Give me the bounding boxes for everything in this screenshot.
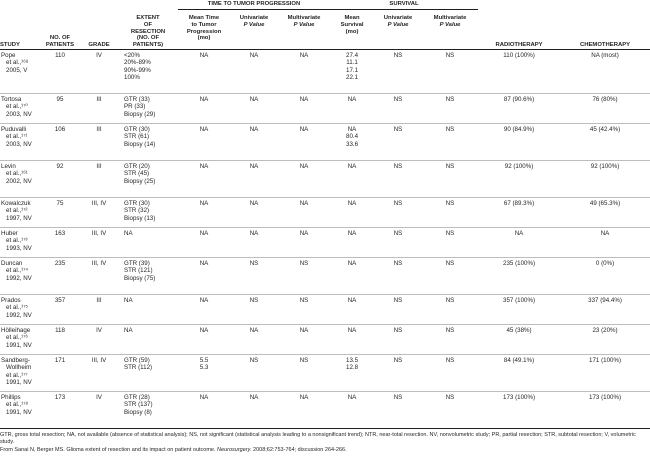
survival-multivariate-cell: NS [445, 163, 455, 170]
ttp-multivariate-cell: NS [299, 357, 309, 364]
extent-cell: NA [124, 327, 133, 334]
header-num-patients: NO. OF PATIENTS [45, 35, 75, 49]
patients-cell: 95 [56, 96, 64, 103]
ttp-multivariate-cell: NS [299, 297, 309, 304]
ttp-mean-cell: NA [199, 200, 209, 207]
grade-cell: IV [96, 394, 102, 401]
patients-cell: 75 [56, 200, 64, 207]
extent-cell: GTR (59) STR (112) [124, 357, 153, 372]
extent-cell: GTR (33) PR (33) Biopsy (29) [124, 96, 156, 118]
table-row [0, 124, 650, 161]
extent-cell: NA [124, 230, 133, 237]
header-radiotherapy: RADIOTHERAPY [495, 42, 543, 49]
grade-cell: IV [96, 327, 102, 334]
grade-cell: III, IV [91, 260, 107, 267]
survival-univariate-cell: NS [393, 52, 403, 59]
ttp-mean-cell: NA [199, 126, 209, 133]
survival-univariate-cell: NS [393, 163, 403, 170]
table-row [0, 94, 650, 124]
chemotherapy-cell: 173 (100%) [589, 394, 622, 401]
ttp-mean-cell: NA [199, 52, 209, 59]
survival-univariate-cell: NS [393, 357, 403, 364]
survival-univariate-cell: NS [393, 327, 403, 334]
abbreviations-note: GTR, gross total resection; NA, not available (absence of statistical analysis); NS, not significant (statistical analysis leading to a nonsignificant trend); NTR, near-total resection. NV, nonvolumetric study; PR, partial resection; STR, subtotal resection; V, volumetric study. [0, 432, 636, 446]
chemotherapy-cell: 0 (0%) [595, 260, 615, 267]
grade-cell: III [96, 96, 102, 103]
patients-cell: 118 [55, 327, 65, 334]
survival-multivariate-cell: NS [445, 357, 455, 364]
extent-cell: GTR (30) STR (32) Biopsy (13) [124, 200, 156, 222]
grade-cell: III, IV [91, 357, 107, 364]
grade-cell: IV [96, 52, 102, 59]
patients-cell: 106 [54, 126, 66, 133]
survival-multivariate-cell: NS [445, 260, 455, 267]
ttp-multivariate-cell: NA [299, 327, 309, 334]
patients-cell: 357 [54, 297, 66, 304]
table-row [0, 325, 650, 355]
ttp-univariate-cell: NA [249, 394, 259, 401]
grade-cell: III [96, 126, 102, 133]
table-row [0, 228, 650, 258]
chemotherapy-cell: NA (most) [591, 52, 619, 59]
ttp-multivariate-cell: NA [299, 394, 309, 401]
ttp-univariate-cell: NA [249, 96, 259, 103]
header-ttp-mean: Mean Time to Tumor Progression (mo) [186, 15, 222, 42]
ttp-univariate-cell: NA [249, 200, 259, 207]
footnotes [0, 432, 648, 454]
ttp-univariate-cell: NA [249, 163, 259, 170]
ttp-univariate-cell: NS [249, 297, 259, 304]
survival-mean-cell: NA [347, 327, 357, 334]
table-body [0, 50, 650, 429]
ttp-mean-cell: NA [199, 230, 209, 237]
study-cell: Hölleihage et al.,¹⁷⁶ 1991, NV [1, 327, 32, 349]
header-grade: GRADE [88, 42, 110, 49]
header-time-to-progression: TIME TO TUMOR PROGRESSION [178, 0, 330, 13]
table-row [0, 392, 650, 429]
radiotherapy-cell: NA [514, 230, 524, 237]
extent-cell: GTR (30) STR (61) Biopsy (14) [124, 126, 156, 148]
radiotherapy-cell: 92 (100%) [504, 163, 534, 170]
header-ttp-univariate: Univariate P Value [239, 15, 269, 28]
study-cell: Pope et al.,¹⁶⁸ 2005, V [1, 52, 29, 74]
radiotherapy-cell: 45 (38%) [506, 327, 532, 334]
survival-univariate-cell: NS [393, 394, 403, 401]
survival-multivariate-cell: NS [445, 327, 455, 334]
study-cell: Duncan et al.,¹⁷⁴ 1992, NV [1, 260, 32, 282]
survival-mean-cell: NA 80.4 33.6 [346, 126, 359, 148]
ttp-univariate-cell: NA [249, 327, 259, 334]
grade-cell: III, IV [91, 200, 107, 207]
study-cell: Sandberg- Wollheim et al.,¹⁷⁷ 1991, NV [1, 357, 32, 386]
patients-cell: 110 [55, 52, 65, 59]
chemotherapy-cell: NA [600, 230, 610, 237]
extent-cell: GTR (28) STR (137) Biopsy (8) [124, 394, 153, 416]
header-ttp-multivariate: Multivariate P Value [287, 15, 321, 28]
header-survival-mean: Mean Survival (mo) [340, 15, 364, 35]
survival-multivariate-cell: NS [445, 96, 455, 103]
patients-cell: 92 [56, 163, 64, 170]
table-row [0, 295, 650, 325]
header-survival: SURVIVAL [330, 0, 478, 13]
ttp-mean-cell: NA [199, 394, 209, 401]
grade-cell: III, IV [91, 230, 107, 237]
survival-mean-cell: NA [347, 230, 357, 237]
ttp-multivariate-cell: NA [299, 200, 309, 207]
survival-univariate-cell: NS [393, 126, 403, 133]
ttp-univariate-cell: NA [249, 230, 259, 237]
grade-cell: III [96, 163, 102, 170]
study-cell: Huber et al.,¹⁷³ 1993, NV [1, 230, 32, 252]
survival-univariate-cell: NS [393, 230, 403, 237]
table-row [0, 50, 650, 94]
study-cell: Puduvalli et al.,¹⁷¹ 2003, NV [1, 126, 32, 148]
ttp-univariate-cell: NS [249, 357, 259, 364]
ttp-multivariate-cell: NA [299, 126, 309, 133]
survival-multivariate-cell: NS [445, 230, 455, 237]
chemotherapy-cell: 92 (100%) [590, 163, 620, 170]
survival-multivariate-cell: NS [445, 394, 455, 401]
table-row [0, 161, 650, 198]
extent-cell: GTR (39) STR (121) Biopsy (75) [124, 260, 156, 282]
patients-cell: 235 [54, 260, 66, 267]
ttp-multivariate-cell: NA [299, 96, 309, 103]
survival-multivariate-cell: NS [445, 126, 455, 133]
ttp-mean-cell: NA [199, 163, 209, 170]
survival-univariate-cell: NS [393, 96, 403, 103]
ttp-mean-cell: NA [199, 297, 209, 304]
radiotherapy-cell: 67 (89.3%) [503, 200, 535, 207]
radiotherapy-cell: 84 (49.1%) [503, 357, 535, 364]
survival-mean-cell: NA [347, 260, 357, 267]
extent-cell: NA [124, 297, 133, 304]
survival-univariate-cell: NS [393, 260, 403, 267]
survival-mean-cell: 27.4 11.1 17.1 22.1 [346, 52, 359, 81]
ttp-mean-cell: 5.5 5.3 [199, 357, 209, 372]
chemotherapy-cell: 45 (42.4%) [589, 126, 621, 133]
ttp-univariate-cell: NA [249, 52, 259, 59]
ttp-multivariate-cell: NS [299, 260, 309, 267]
chemotherapy-cell: 49 (65.3%) [589, 200, 621, 207]
study-cell: Phillips et al.,¹⁷⁸ 1991, NV [1, 394, 32, 416]
survival-mean-cell: 13.5 12.8 [346, 357, 359, 372]
survival-multivariate-cell: NS [445, 200, 455, 207]
chemotherapy-cell: 23 (20%) [592, 327, 618, 334]
header-survival-multivariate: Multivariate P Value [433, 15, 467, 28]
table-row [0, 198, 650, 228]
patients-cell: 173 [54, 394, 66, 401]
survival-mean-cell: NA [347, 163, 357, 170]
table-row [0, 258, 650, 295]
radiotherapy-cell: 357 (100%) [503, 297, 536, 304]
ttp-multivariate-cell: NA [299, 163, 309, 170]
ttp-multivariate-cell: NA [299, 52, 309, 59]
ttp-univariate-cell: NS [249, 260, 259, 267]
patients-cell: 163 [54, 230, 66, 237]
survival-mean-cell: NA [347, 394, 357, 401]
survival-multivariate-cell: NS [445, 52, 455, 59]
ttp-multivariate-cell: NA [299, 230, 309, 237]
patients-cell: 171 [54, 357, 66, 364]
radiotherapy-cell: 87 (90.6%) [503, 96, 535, 103]
ttp-univariate-cell: NA [249, 126, 259, 133]
survival-univariate-cell: NS [393, 297, 403, 304]
study-cell: Levin et al.,¹⁶¹ 2002, NV [1, 163, 32, 185]
grade-cell: III [96, 297, 102, 304]
survival-mean-cell: NA [347, 96, 357, 103]
extent-cell: GTR (20) STR (45) Biopsy (25) [124, 163, 156, 185]
header-study: STUDY [0, 42, 20, 49]
survival-mean-cell: NA [347, 200, 357, 207]
header-survival-univariate: Univariate P Value [383, 15, 413, 28]
ttp-mean-cell: NA [199, 260, 209, 267]
source-note: From Sanai N, Berger MS. Glioma extent of resection and its impact on patient outcome. Neurosurgery. 2008;62:753-764; discussion 264-266. [0, 446, 347, 453]
chemotherapy-cell: 337 (94.4%) [588, 297, 622, 304]
ttp-mean-cell: NA [199, 327, 209, 334]
study-cell: Kowalczuk et al.,¹⁷² 1997, NV [1, 200, 32, 222]
survival-univariate-cell: NS [393, 200, 403, 207]
radiotherapy-cell: 235 (100%) [503, 260, 536, 267]
header-extent-of-resection: EXTENT OF RESECTION (NO. OF PATIENTS) [130, 15, 166, 49]
radiotherapy-cell: 90 (84.9%) [503, 126, 535, 133]
survival-multivariate-cell: NS [445, 297, 455, 304]
radiotherapy-cell: 173 (100%) [503, 394, 536, 401]
chemotherapy-cell: 171 (100%) [589, 357, 622, 364]
header-chemotherapy: CHEMOTHERAPY [579, 42, 631, 49]
table-row [0, 355, 650, 392]
chemotherapy-cell: 76 (80%) [592, 96, 618, 103]
extent-cell: <20% 20%-89% 90%-99% 100% [124, 52, 151, 81]
study-cell: Prados et al.,¹⁷⁵ 1992, NV [1, 297, 32, 319]
survival-mean-cell: NA [347, 297, 357, 304]
study-cell: Tortosa et al.,¹⁷⁰ 2003, NV [1, 96, 32, 118]
radiotherapy-cell: 110 (100%) [503, 52, 535, 59]
ttp-mean-cell: NA [199, 96, 209, 103]
